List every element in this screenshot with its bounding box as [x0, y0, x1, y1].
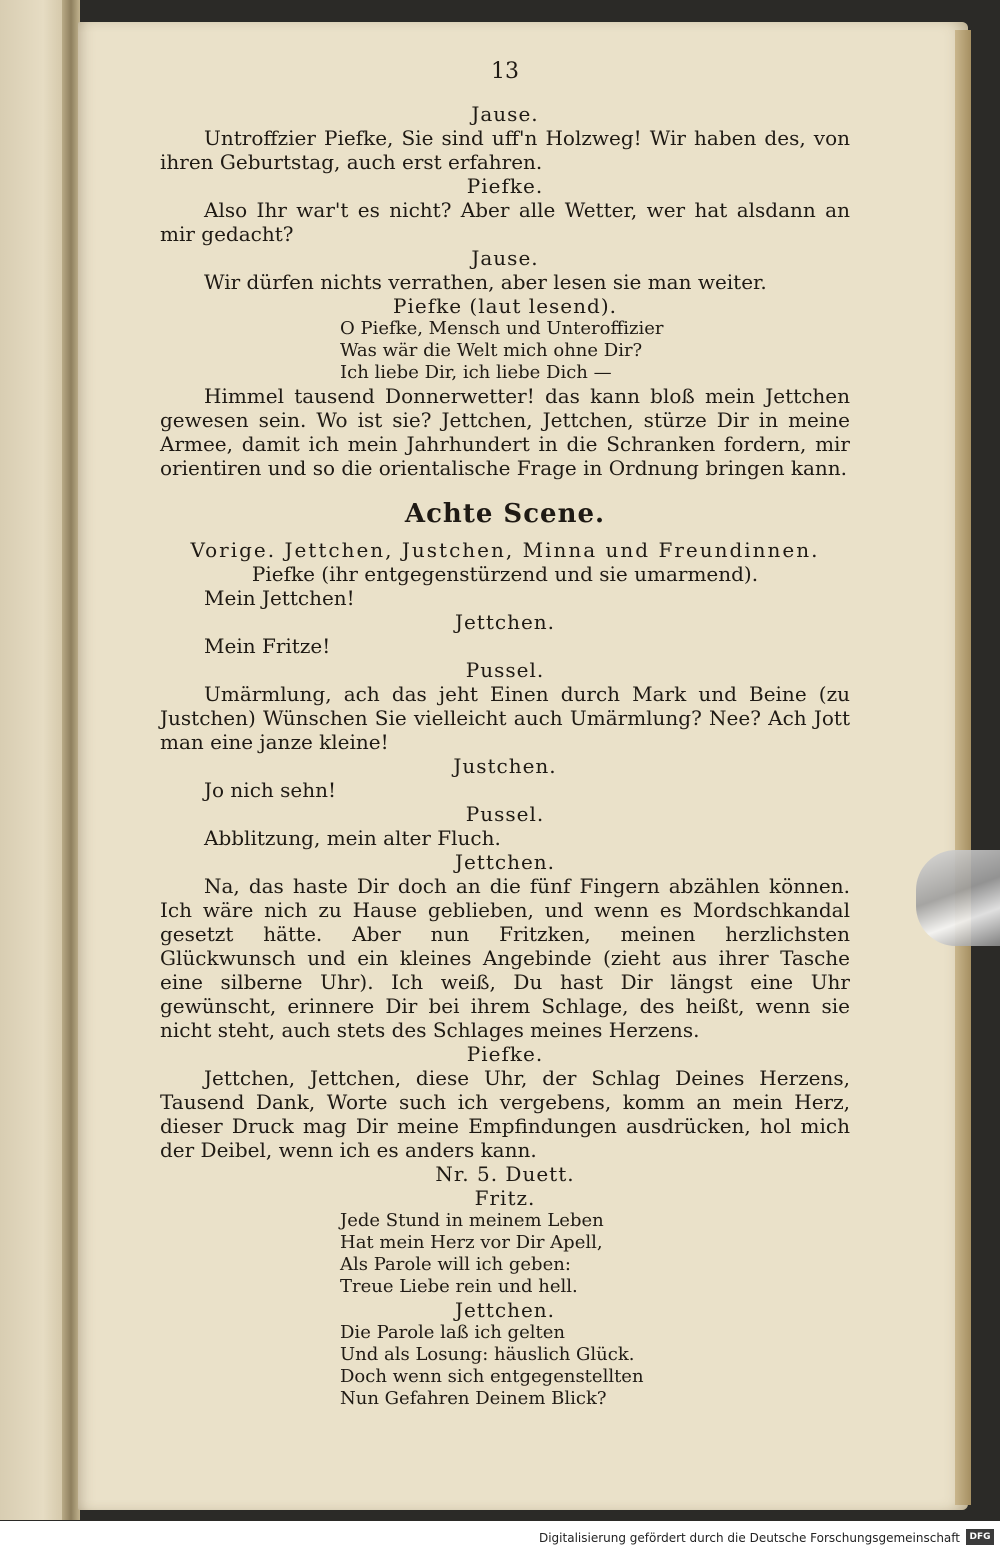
verse-line: Hat mein Herz vor Dir Apell,	[340, 1232, 603, 1253]
paragraph: Also Ihr war't es nicht? Aber alle Wetter, wer hat alsdann an mir gedacht?	[160, 198, 850, 246]
paragraph: Mein Jettchen!	[204, 586, 355, 610]
speaker-name: Piefke.	[466, 1042, 544, 1066]
page-tab-marker	[916, 850, 1000, 946]
paragraph: Jettchen, Jettchen, diese Uhr, der Schlag Deines Herzens, Tausend Dank, Worte such ich vergebens, komm an mein Herz, dieser Druck mag Dir meine Empfindungen ausdrücken, hol mich der Deibel, wenn ich es anders kann.	[160, 1066, 850, 1162]
verse-line: Nun Gefahren Deinem Blick?	[340, 1388, 607, 1409]
speaker-name: Pussel.	[465, 658, 545, 682]
paragraph: Untroffzier Piefke, Sie sind uff'n Holzweg! Wir haben des, von ihren Geburtstag, auch erst erfahren.	[160, 126, 850, 174]
verse-line: Ich liebe Dir, ich liebe Dich —	[340, 362, 612, 383]
speaker-name: Piefke.	[466, 174, 544, 198]
speaker-name: Jause.	[471, 246, 539, 270]
stage-direction: Piefke (ihr entgegenstürzend und sie umarmend).	[251, 562, 759, 586]
paragraph: Himmel tausend Donnerwetter! das kann bloß mein Jettchen gewesen sein. Wo ist sie? Jettchen, Jettchen, stürze Dir in meine Armee, damit ich mein Jahrhundert in die Schranken fordern, mir orientiren und so die orientalische Frage in Ordnung bringen kann.	[160, 384, 850, 480]
page-stack-edge	[955, 30, 971, 1505]
verse-line: O Piefke, Mensch und Unteroffizier	[340, 318, 664, 339]
verse-line: Jede Stund in meinem Leben	[340, 1210, 604, 1231]
speaker-name: Justchen.	[453, 754, 557, 778]
verse-line: Treue Liebe rein und hell.	[340, 1276, 578, 1297]
speaker-name: Pussel.	[465, 802, 545, 826]
verse-line: Doch wenn sich entgegenstellten	[340, 1366, 644, 1387]
speaker-name: Piefke (laut lesend).	[393, 294, 617, 318]
paragraph: Umärmlung, ach das jeht Einen durch Mark und Beine (zu Justchen) Wünschen Sie vielleicht auch Umärmlung? Nee? Ach Jott man eine janze kleine!	[160, 682, 850, 754]
speaker-name: Jettchen.	[454, 850, 556, 874]
speaker-name: Jettchen.	[454, 1298, 556, 1322]
text-blocks	[160, 102, 850, 1410]
paragraph: Jo nich sehn!	[204, 778, 337, 802]
speaker-name: Fritz.	[474, 1186, 536, 1210]
footer-bar	[0, 1521, 1000, 1555]
page-number: 13	[491, 59, 519, 84]
verse-line: Als Parole will ich geben:	[340, 1254, 571, 1275]
speaker-name: Jettchen.	[454, 610, 556, 634]
page-content	[160, 60, 850, 1410]
cast-list: Vorige. Jettchen, Justchen, Minna und Freundinnen.	[190, 538, 820, 562]
verse-line: Was wär die Welt mich ohne Dir?	[340, 340, 643, 361]
paragraph: Abblitzung, mein alter Fluch.	[204, 826, 501, 850]
paragraph: Mein Fritze!	[204, 634, 331, 658]
verse-line: Die Parole laß ich gelten	[340, 1322, 565, 1343]
speaker-name: Jause.	[471, 102, 539, 126]
funding-credit: Digitalisierung gefördert durch die Deutsche Forschungsgemeinschaft	[538, 1531, 960, 1545]
scene-heading: Achte Scene.	[404, 499, 606, 529]
paragraph: Na, das haste Dir doch an die fünf Fingern abzählen können. Ich wäre nich zu Hause geblieben, und wenn es Mordschkandal gesetzt hätte. Aber nun Fritzken, meinen herzlichsten Glückwunsch und ein kleines Angebinde (zieht aus ihrer Tasche eine silberne Uhr). Ich weiß, Du hast Dir längst eine Uhr gewünscht, erinnere Dir bei ihrem Schlage, des heißt, wenn sie nicht steht, auch stets des Schlages meines Herzens.	[160, 874, 850, 1042]
verse-line: Und als Losung: häuslich Glück.	[340, 1344, 635, 1365]
speaker-name: Nr. 5. Duett.	[435, 1162, 575, 1186]
dfg-logo: DFG	[966, 1529, 994, 1545]
paragraph: Wir dürfen nichts verrathen, aber lesen sie man weiter.	[204, 270, 767, 294]
